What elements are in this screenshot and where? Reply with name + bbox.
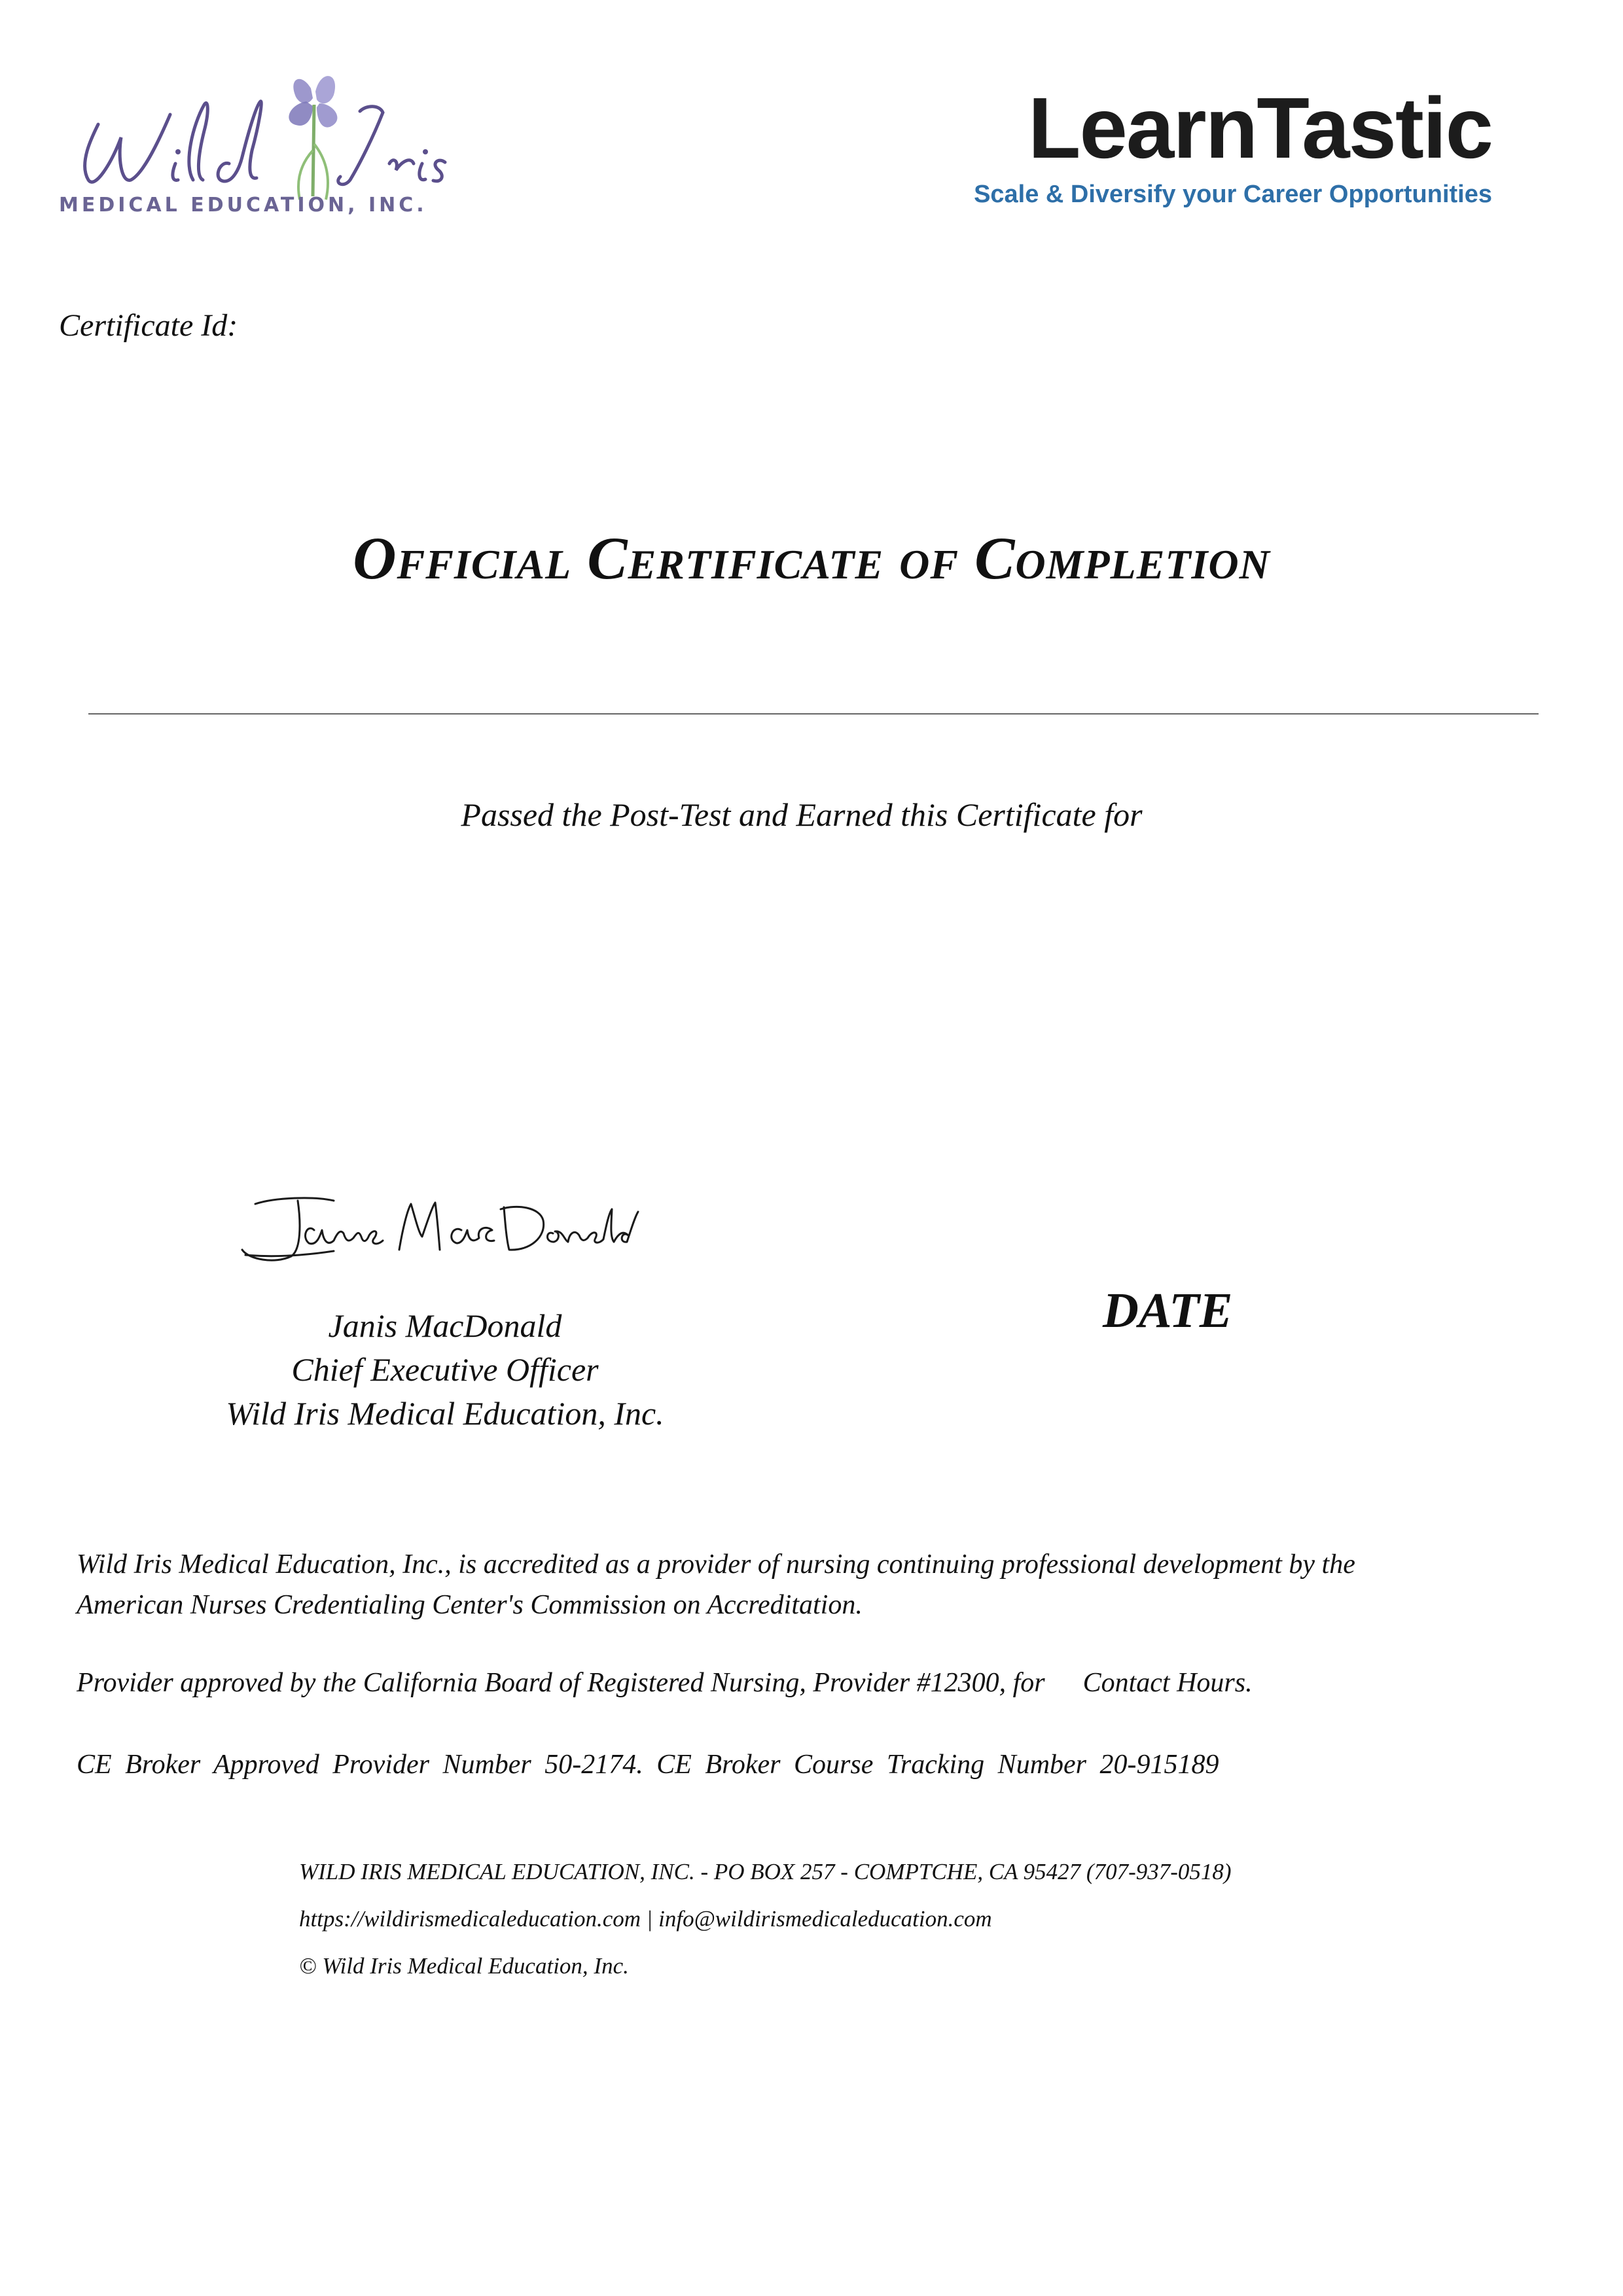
footer xyxy=(299,1848,1543,1990)
passed-statement: Passed the Post-Test and Earned this Certificate for xyxy=(461,796,1143,833)
certificate-title: Official Certificate of Completion xyxy=(353,525,1270,592)
signer-block xyxy=(157,1304,733,1436)
ce-broker-info: CE Broker Approved Provider Number 50-2174. CE Broker Course Tracking Number 20-915189 xyxy=(77,1750,1219,1780)
footer-links: https://wildirismedicaleducation.com | info@wildirismedicaleducation.com xyxy=(299,1906,992,1932)
handwritten-signature xyxy=(236,1178,641,1296)
accreditation-line-2: American Nurses Credentialing Center's Commission on Accreditation. xyxy=(77,1590,863,1620)
wild-iris-wordmark xyxy=(85,101,445,185)
wild-iris-subtitle: MEDICAL EDUCATION, INC. xyxy=(59,194,427,217)
learntastic-tagline: Scale & Diversify your Career Opportunities xyxy=(974,181,1492,208)
accreditation-statement xyxy=(77,1544,1549,1625)
date-label: DATE xyxy=(1103,1283,1233,1338)
certificate-id-label: Certificate Id: xyxy=(59,308,238,343)
contact-hours-text: Contact Hours. xyxy=(1082,1668,1253,1698)
title-divider xyxy=(88,713,1539,715)
accreditation-line-1: Wild Iris Medical Education, Inc., is accredited as a provider of nursing continuing professional development by the xyxy=(77,1549,1355,1580)
provider-approval-text: Provider approved by the California Board of Registered Nursing, Provider #12300, for xyxy=(77,1668,1045,1698)
signer-title: Chief Executive Officer xyxy=(291,1351,599,1388)
footer-copyright: © Wild Iris Medical Education, Inc. xyxy=(299,1953,629,1979)
footer-address: WILD IRIS MEDICAL EDUCATION, INC. - PO BOX 257 - COMPTCHE, CA 95427 (707-937-0518) xyxy=(299,1859,1232,1884)
wild-iris-logo xyxy=(52,65,497,222)
iris-flower-icon xyxy=(289,76,337,200)
signer-name: Janis MacDonald xyxy=(328,1307,562,1344)
signer-organization: Wild Iris Medical Education, Inc. xyxy=(226,1395,664,1432)
signature-image xyxy=(236,1178,641,1296)
learntastic-title: LearnTastic xyxy=(1027,80,1492,176)
learntastic-logo xyxy=(969,80,1492,216)
provider-approval xyxy=(77,1667,1549,1699)
